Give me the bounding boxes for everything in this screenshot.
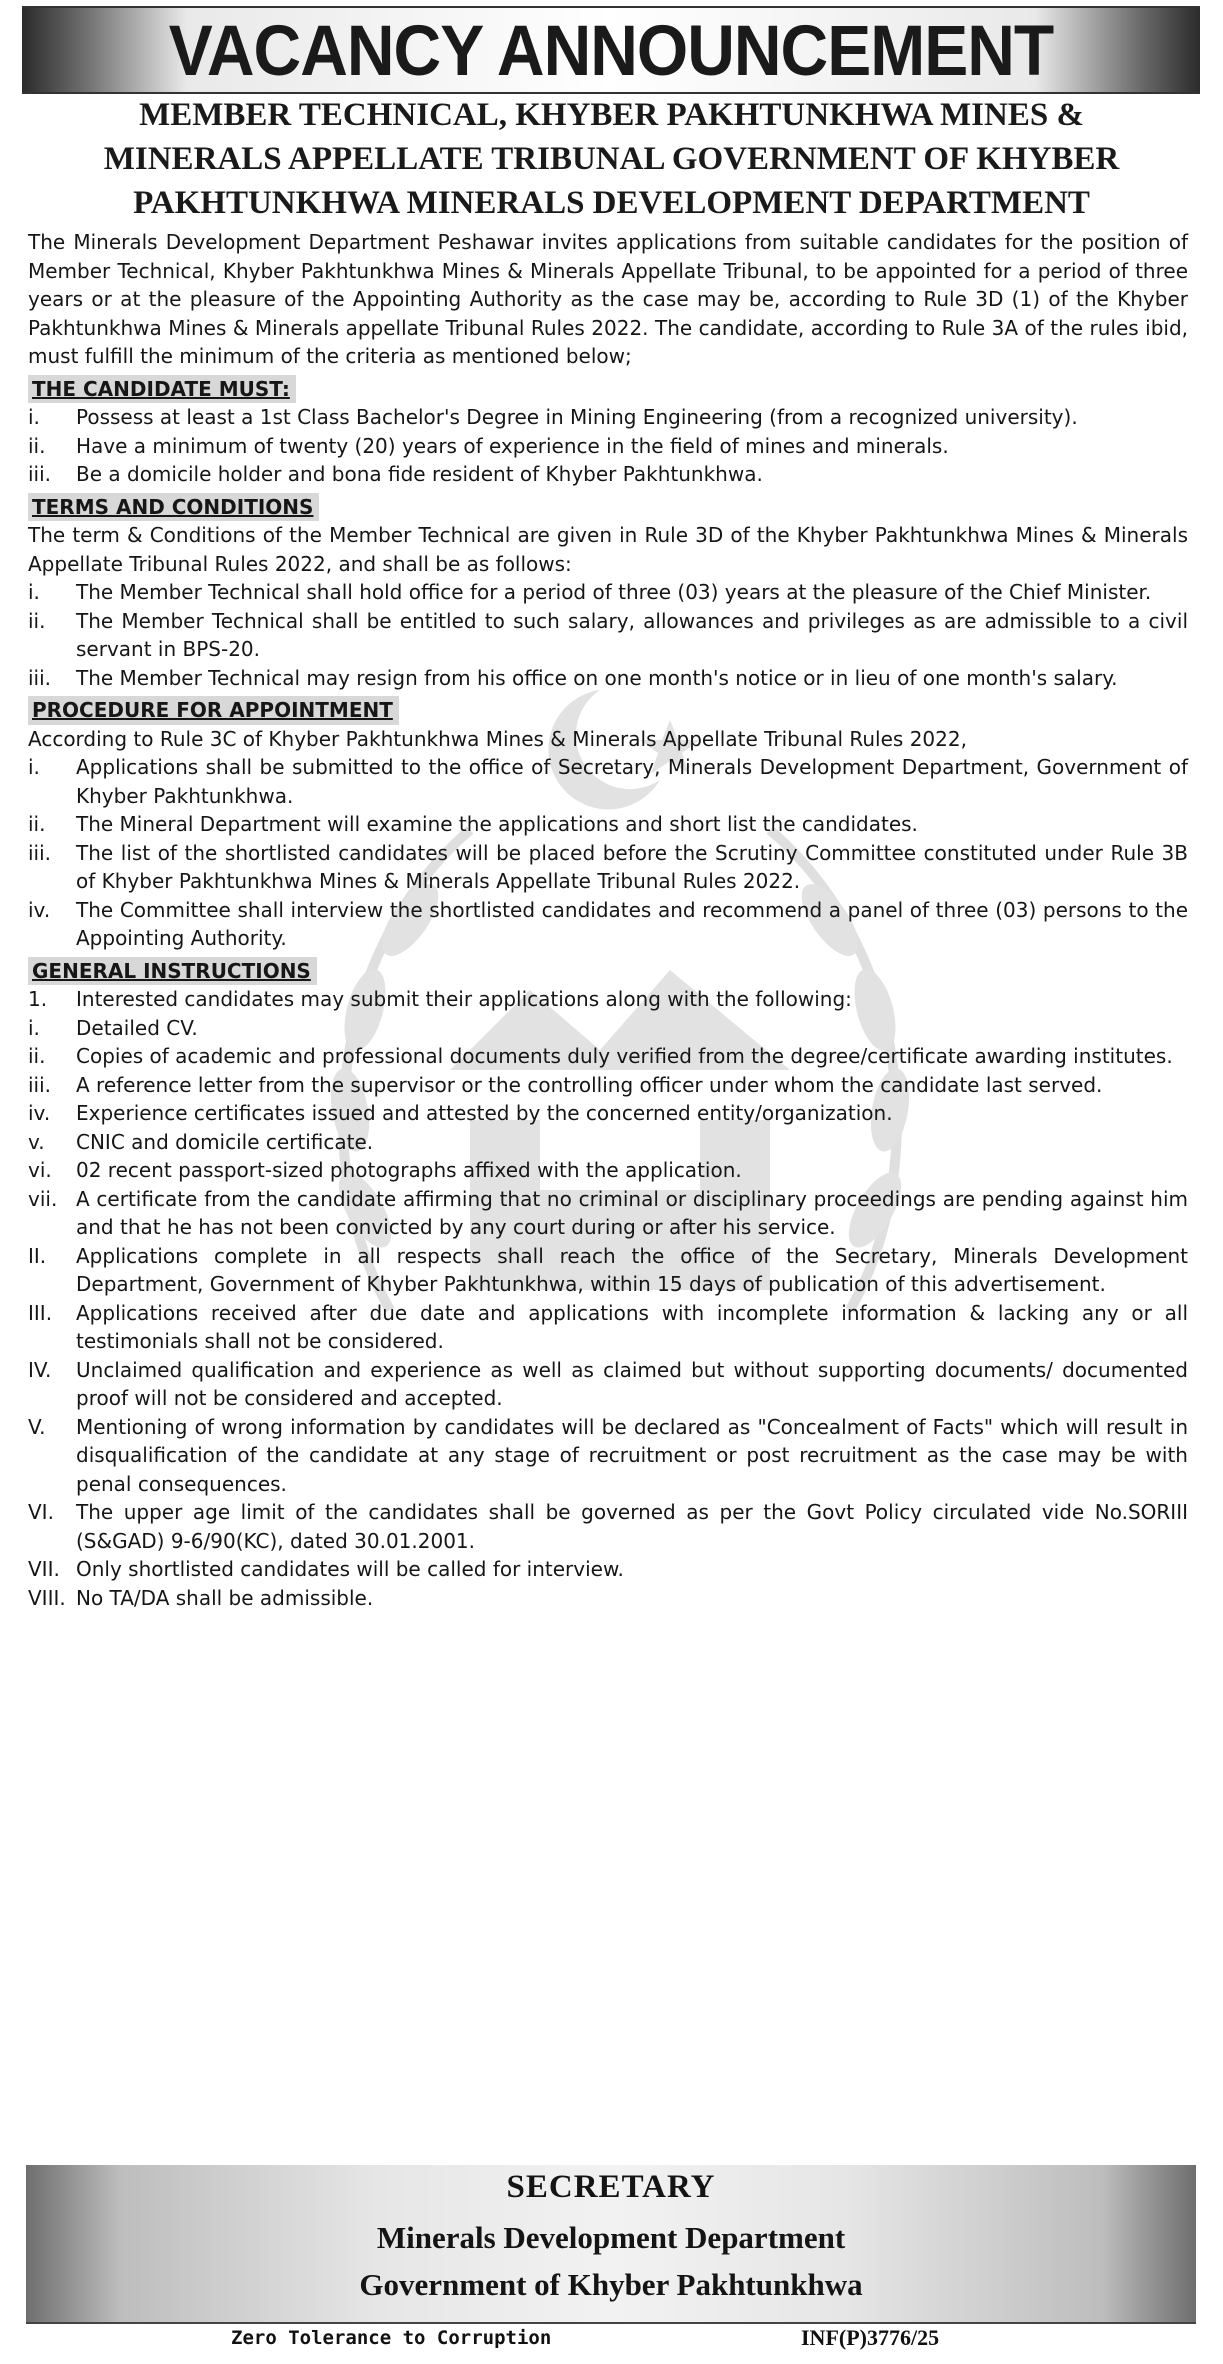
subtitle-line-3: PAKHTUNKHWA MINERALS DEVELOPMENT DEPARTMENT: [133, 185, 1090, 221]
item-number: IV.: [28, 1357, 52, 1382]
item-number: vii.: [28, 1186, 58, 1211]
item-text: Applications received after due date and applications with incomplete information & lacking any or all testimonials shall not be considered.: [76, 1300, 1188, 1353]
general-heading: GENERAL INSTRUCTIONS: [28, 957, 317, 986]
page-title: VACANCY ANNOUNCEMENT: [168, 10, 1054, 90]
item-number: v.: [28, 1129, 45, 1154]
list-item: [28, 1099, 1188, 1128]
terms-heading: TERMS AND CONDITIONS: [28, 493, 319, 522]
list-item: [28, 1014, 1188, 1043]
list-item: [28, 839, 1188, 896]
list-item: [28, 1128, 1188, 1157]
item-text: Applications complete in all respects shall reach the office of the Secretary, Minerals Development Department, Government of Khyber Pakhtunkhwa, within 15 days of publication of this advertisement.: [76, 1243, 1188, 1296]
item-number: vi.: [28, 1158, 52, 1182]
item-text: Copies of academic and professional documents duly verified from the degree/certificate awarding institutes.: [76, 1044, 1173, 1068]
list-item: [28, 1413, 1188, 1499]
item-number: VII.: [28, 1557, 60, 1581]
footer-bar: [26, 2322, 1196, 2358]
list-item: [28, 607, 1188, 664]
intro-paragraph: The Minerals Development Department Peshawar invites applications from suitable candidates for the position of Member Technical, Khyber Pakhtunkhwa Mines & Minerals Appellate Tribunal, to be appointed for a period of three years or at the pleasure of the Appointing Authority as the case may be, according to Rule 3D (1) of the Khyber Pakhtunkhwa Mines & Minerals appellate Tribunal Rules 2022. The candidate, according to Rule 3A of the rules ibid, must fulfill the minimum of the criteria as mentioned below;: [28, 230, 1188, 368]
title-banner: [22, 6, 1200, 94]
list-item: [28, 753, 1188, 810]
signatory-government: Government of Khyber Pakhtunkhwa: [359, 2267, 863, 2302]
footer-slogan: Zero Tolerance to Corruption: [231, 2327, 552, 2349]
list-item: [28, 896, 1188, 953]
item-text: The Committee shall interview the shortlisted candidates and recommend a panel of three (03) persons to the Appointing Authority.: [76, 897, 1188, 950]
item-number: i.: [28, 755, 40, 779]
list-item: [28, 1498, 1188, 1555]
list-item: [28, 432, 1188, 461]
list-item: [28, 1356, 1188, 1413]
list-item: [28, 1555, 1188, 1584]
procedure-intro: According to Rule 3C of Khyber Pakhtunkhwa Mines & Minerals Appellate Tribunal Rules 2022,: [28, 726, 967, 751]
item-text: The Mineral Department will examine the applications and short list the candidates.: [76, 812, 918, 836]
item-text: Unclaimed qualification and experience as well as claimed but without supporting documents/ documented proof will not be considered and accepted.: [76, 1357, 1188, 1410]
item-text: No TA/DA shall be admissible.: [76, 1585, 374, 1610]
item-number: ii.: [28, 812, 46, 836]
item-number: II.: [28, 1243, 47, 1268]
item-text: Applications shall be submitted to the office of Secretary, Minerals Development Department, Government of Khyber Pakhtunkhwa.: [76, 755, 1188, 808]
item-number: ii.: [28, 608, 46, 633]
item-number: iv.: [28, 897, 51, 922]
terms-section: [28, 489, 1188, 693]
item-number: III.: [28, 1300, 53, 1325]
item-number: iii.: [28, 840, 52, 865]
candidate-heading: THE CANDIDATE MUST:: [28, 375, 296, 404]
item-text: 02 recent passport-sized photographs affixed with the application.: [76, 1158, 742, 1182]
list-item: [28, 1299, 1188, 1356]
item-text: Be a domicile holder and bona fide resident of Khyber Pakhtunkhwa.: [76, 462, 763, 486]
item-number: iii.: [28, 1072, 52, 1097]
list-item: [28, 1584, 1188, 1613]
item-number: 1.: [28, 987, 48, 1011]
general-section: [28, 953, 1188, 1613]
item-text: Interested candidates may submit their applications along with the following:: [76, 987, 852, 1011]
terms-intro: The term & Conditions of the Member Technical are given in Rule 3D of the Khyber Pakhtunkhwa Mines & Minerals Appellate Tribunal Rules 2022, and shall be as follows:: [28, 523, 1188, 576]
item-text: The list of the shortlisted candidates will be placed before the Scrutiny Committee constituted under Rule 3B of Khyber Pakhtunkhwa Mines & Minerals Appellate Tribunal Rules 2022.: [76, 840, 1188, 893]
procedure-heading: PROCEDURE FOR APPOINTMENT: [28, 696, 399, 725]
item-number: i.: [28, 580, 40, 604]
item-text: The upper age limit of the candidates shall be governed as per the Govt Policy circulated vide No.SORIII (S&GAD) 9-6/90(KC), dated 30.01.2001.: [76, 1500, 1188, 1553]
item-text: The Member Technical may resign from his office on one month's notice or in lieu of one month's salary.: [76, 665, 1118, 690]
item-number: iv.: [28, 1101, 51, 1125]
item-number: V.: [28, 1414, 46, 1439]
subtitle-line-1: MEMBER TECHNICAL, KHYBER PAKHTUNKHWA MINES &: [139, 97, 1084, 133]
list-item: [28, 1156, 1188, 1185]
item-number: VIII.: [28, 1585, 66, 1610]
footer-reference: INF(P)3776/25: [801, 2325, 940, 2350]
procedure-section: [28, 692, 1188, 953]
item-text: Detailed CV.: [76, 1015, 198, 1040]
item-text: Only shortlisted candidates will be called for interview.: [76, 1557, 624, 1581]
list-item: [28, 1042, 1188, 1071]
list-item: [28, 1071, 1188, 1100]
signatory-department: Minerals Development Department: [376, 2220, 846, 2255]
item-number: ii.: [28, 1044, 46, 1068]
item-number: i.: [28, 405, 40, 429]
item-text: CNIC and domicile certificate.: [76, 1129, 374, 1154]
item-text: A certificate from the candidate affirming that no criminal or disciplinary proceedings are pending against him and that he has not been convicted by any court during or after his service.: [76, 1186, 1188, 1239]
list-item: [28, 985, 1188, 1014]
subtitle-line-2: MINERALS APPELLATE TRIBUNAL GOVERNMENT OF KHYBER: [103, 141, 1120, 177]
item-number: iii.: [28, 665, 52, 690]
signatory-title: SECRETARY: [506, 2169, 716, 2205]
list-item: [28, 403, 1188, 432]
item-text: A reference letter from the supervisor or the controlling officer under whom the candidate last served.: [76, 1072, 1103, 1097]
list-item: [28, 460, 1188, 489]
item-text: The Member Technical shall be entitled to such salary, allowances and privileges as are admissible to a civil servant in BPS-20.: [76, 608, 1188, 661]
item-number: iii.: [28, 462, 52, 486]
list-item: [28, 1185, 1188, 1242]
item-text: Possess at least a 1st Class Bachelor's Degree in Mining Engineering (from a recognized university).: [76, 405, 1078, 429]
item-text: Experience certificates issued and attested by the concerned entity/organization.: [76, 1101, 893, 1125]
candidate-section: [28, 371, 1188, 489]
list-item: [28, 664, 1188, 693]
list-item: [28, 810, 1188, 839]
list-item: [28, 1242, 1188, 1299]
list-item: [28, 578, 1188, 607]
item-text: The Member Technical shall hold office for a period of three (03) years at the pleasure of the Chief Minister.: [76, 580, 1152, 604]
document-body: [28, 228, 1188, 1612]
item-number: ii.: [28, 433, 46, 458]
item-number: i.: [28, 1015, 40, 1040]
item-text: Have a minimum of twenty (20) years of experience in the field of mines and minerals.: [76, 433, 949, 458]
item-number: VI.: [28, 1500, 54, 1524]
item-text: Mentioning of wrong information by candidates will be declared as "Concealment of Facts" which will result in disqualification of the candidate at any stage of recruitment or post recruitment as the case may be with penal consequences.: [76, 1414, 1188, 1496]
